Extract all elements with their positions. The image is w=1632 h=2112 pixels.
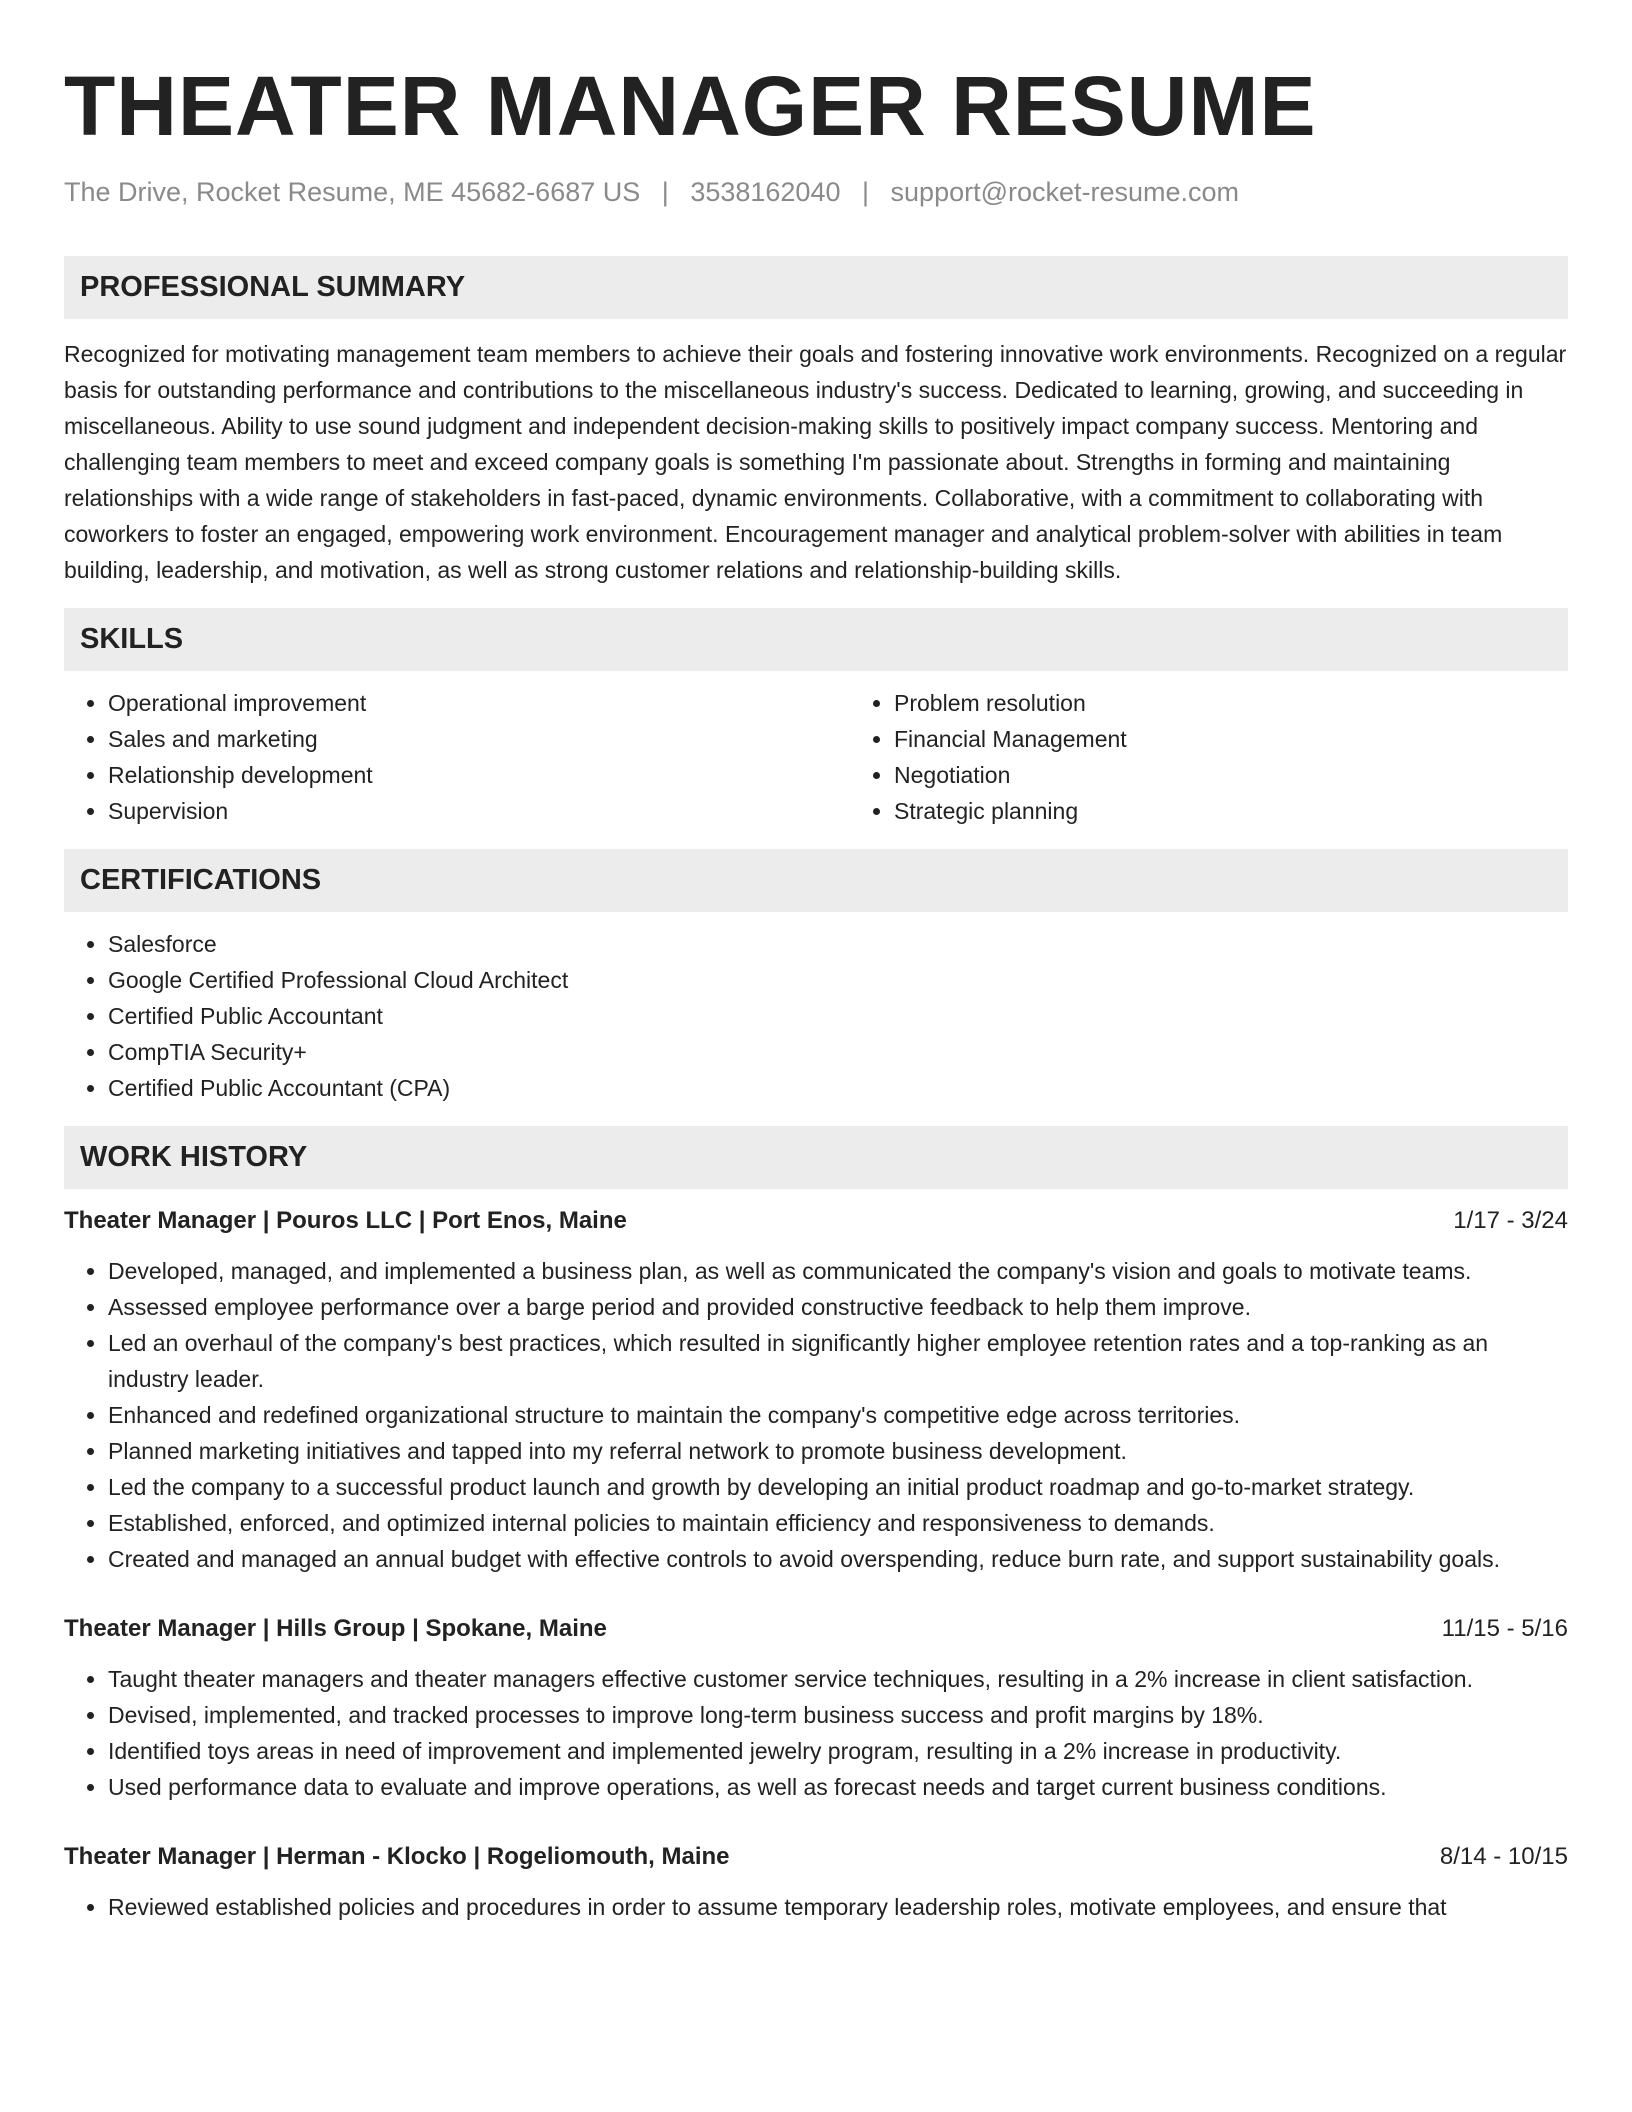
- skill-item: • Relationship development: [108, 757, 850, 793]
- section-header-skills: SKILLS: [64, 608, 1568, 671]
- certification-item: • Certified Public Accountant (CPA): [108, 1070, 1568, 1106]
- skill-item: • Negotiation: [894, 757, 1632, 793]
- skill-item: • Strategic planning: [894, 793, 1632, 829]
- certifications-list: [64, 926, 1568, 1106]
- skills-list-left: [64, 685, 850, 829]
- job-bullet: • Identified toys areas in need of improvement and implemented jewelry program, resulting in a 2% increase in productivity.: [108, 1733, 1568, 1769]
- certification-item: • CompTIA Security+: [108, 1034, 1568, 1070]
- job-title: Theater Manager | Pouros LLC | Port Enos, Maine: [64, 1207, 627, 1234]
- skills-list-right: [850, 685, 1632, 829]
- job-bullet: • Enhanced and redefined organizational structure to maintain the company's competitive edge across territories.: [108, 1397, 1568, 1433]
- job-bullet: • Planned marketing initiatives and tapped into my referral network to promote business development.: [108, 1433, 1568, 1469]
- job-bullet: • Devised, implemented, and tracked processes to improve long-term business success and profit margins by 18%.: [108, 1697, 1568, 1733]
- skill-item: • Supervision: [108, 793, 850, 829]
- resume-title: THEATER MANAGER RESUME: [64, 59, 1317, 153]
- job-bullet: • Used performance data to evaluate and improve operations, as well as forecast needs and target current business conditions.: [108, 1769, 1568, 1805]
- skill-item: • Operational improvement: [108, 685, 850, 721]
- contact-separator: |: [862, 177, 870, 207]
- skill-item: • Problem resolution: [894, 685, 1632, 721]
- contact-separator: |: [661, 177, 669, 207]
- job-bullet: • Established, enforced, and optimized internal policies to maintain efficiency and responsiveness to demands.: [108, 1505, 1568, 1541]
- job-bullets: [64, 1661, 1568, 1805]
- job-title: Theater Manager | Hills Group | Spokane, Maine: [64, 1615, 607, 1642]
- job-bullet: • Led the company to a successful product launch and growth by developing an initial product roadmap and go-to-market strategy.: [108, 1469, 1568, 1505]
- contact-line: [64, 174, 1568, 210]
- skills-columns: [64, 685, 1568, 829]
- section-header-certifications: CERTIFICATIONS: [64, 849, 1568, 912]
- summary-text: Recognized for motivating management team members to achieve their goals and fostering innovative work environments. Recognized on a regular basis for outstanding performance and contributions to the miscellaneous industry's success. Dedicated to learning, growing, and succeeding in miscellaneous. Ability to use sound judgment and independent decision-making skills to positively impact company success. Mentoring and challenging team members to meet and exceed company goals is something I'm passionate about. Strengths in forming and maintaining relationships with a wide range of stakeholders in fast-paced, dynamic environments. Collaborative, with a commitment to collaborating with coworkers to foster an engaged, empowering work environment. Encouragement manager and analytical problem-solver with abilities in team building, leadership, and motivation, as well as strong customer relations and relationship-building skills.: [64, 341, 1567, 583]
- certification-item: • Certified Public Accountant: [108, 998, 1568, 1034]
- skill-item: • Financial Management: [894, 721, 1632, 757]
- contact-email[interactable]: support@rocket-resume.com: [890, 177, 1240, 207]
- job-bullet: • Created and managed an annual budget with effective controls to avoid overspending, reduce burn rate, and support sustainability goals.: [108, 1541, 1568, 1577]
- job-bullets: [64, 1253, 1568, 1577]
- job-dates: 11/15 - 5/16: [1441, 1615, 1568, 1642]
- skill-item: • Sales and marketing: [108, 721, 850, 757]
- certification-item: • Salesforce: [108, 926, 1568, 962]
- job-bullet: • Developed, managed, and implemented a business plan, as well as communicated the company's vision and goals to motivate teams.: [108, 1253, 1568, 1289]
- job-header: [64, 1203, 1568, 1239]
- job-title: Theater Manager | Herman - Klocko | Rogeliomouth, Maine: [64, 1843, 730, 1870]
- job-bullet: • Assessed employee performance over a barge period and provided constructive feedback to help them improve.: [108, 1289, 1568, 1325]
- job-bullet: • Taught theater managers and theater managers effective customer service techniques, resulting in a 2% increase in client satisfaction.: [108, 1661, 1568, 1697]
- job-header: [64, 1839, 1568, 1875]
- job-dates: 8/14 - 10/15: [1439, 1843, 1568, 1870]
- section-header-work-history: WORK HISTORY: [64, 1126, 1568, 1189]
- contact-address: The Drive, Rocket Resume, ME 45682-6687 US: [64, 177, 641, 207]
- job-bullet: • Led an overhaul of the company's best practices, which resulted in significantly higher employee retention rates and a top-ranking as an industry leader.: [108, 1325, 1568, 1397]
- job-dates: 1/17 - 3/24: [1453, 1207, 1568, 1234]
- section-header-summary: PROFESSIONAL SUMMARY: [64, 256, 1568, 319]
- job-bullet: • Reviewed established policies and procedures in order to assume temporary leadership roles, motivate employees, and ensure that: [108, 1889, 1568, 1925]
- certification-item: • Google Certified Professional Cloud Architect: [108, 962, 1568, 998]
- contact-phone[interactable]: 3538162040: [690, 177, 841, 207]
- job-header: [64, 1611, 1568, 1647]
- job-bullets: [64, 1889, 1568, 1925]
- resume-page: [64, 56, 1568, 1925]
